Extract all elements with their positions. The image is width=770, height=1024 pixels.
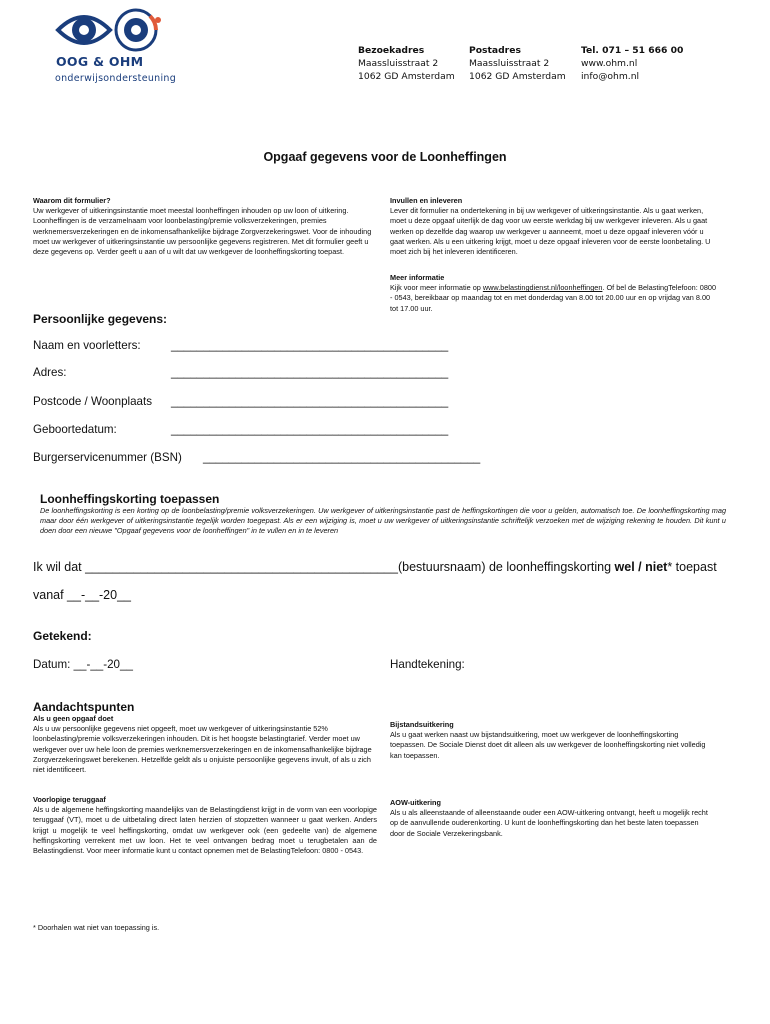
aandacht-no-opgaaf-text: Als u uw persoonlijke gegevens niet opgeeft, moet uw werkgever of uitkeringsinstantie 52% loonbelasting/premie volksverzekeringen inhouden. Dit is het hoogste belastingtarief. Verder moet uw werkgever over uw hele loon de premies werknemersverzekeringen en de inkomensafhankelijke bijdrage Zorgverzekeringswet berekenen. Hetzelfde geldt als u onjuiste persoonlijke gegevens invult, of als u zich niet identificeert. (33, 724, 372, 775)
intro-more-info (390, 273, 718, 314)
aandacht-bijstand-text: Als u gaat werken naast uw bijstandsuitkering, moet uw werkgever de loonheffingskorting toepassen. De Sociale Dienst doet dit alleen als uw werkgever de loonheffingskorting niet volledig kan toepassen. (390, 730, 706, 760)
field-postcode-line[interactable]: ___________________________________________ (171, 395, 449, 408)
aandacht-no-opgaaf (33, 714, 377, 775)
sign-date[interactable]: Datum: __-__-20__ (33, 658, 133, 671)
header-post-title: Postadres (469, 45, 521, 56)
field-name[interactable] (33, 339, 473, 355)
field-birthdate-line[interactable]: ___________________________________________ (171, 423, 449, 436)
intro-more-text-1: Kijk voor meer informatie op (390, 283, 483, 293)
korting-heading: Loonheffingskorting toepassen (40, 492, 220, 506)
wel-niet-choice[interactable]: wel / niet (614, 560, 668, 574)
intro-why-text: Uw werkgever of uitkeringsinstantie moet meestal loonheffingen inhouden op uw loon of uitkering. Loonheffingen is de verzamelnaam voor loonbelasting/premie volksverzekeringen, premies werknemersverzekeringen en de inkomensafhankelijke bijdrage Zorgverzekeringswet. Voor de inhouding moet uw werkgever of uitkeringsinstantie uw persoonlijke gegevens registreren. Met dit formulier geeft u deze gegevens op. Verder geeft u aan of u wilt dat uw werkgever de loonheffingskorting toepast. (33, 206, 372, 257)
logo (54, 6, 184, 84)
signature-field[interactable]: Handtekening: (390, 658, 465, 671)
korting-start-date[interactable]: vanaf __-__-20__ (33, 588, 131, 602)
aandacht-vt-heading: Voorlopige teruggaaf (33, 795, 106, 804)
header-visit-line1: Maassluisstraat 2 (358, 58, 439, 69)
korting-prefix: Ik wil dat (33, 560, 86, 574)
field-bsn-line[interactable]: ___________________________________________ (203, 451, 481, 464)
field-address-line[interactable]: ___________________________________________ (171, 366, 449, 379)
header-website: www.ohm.nl (581, 58, 638, 69)
field-postcode-label: Postcode / Woonplaats (33, 395, 153, 408)
intro-submit-text: Lever dit formulier na ondertekening in bij uw werkgever of uitkeringsinstantie. Als u gaat werken, moet u deze opgaaf uiterlijk de dag voor uw eerste werkdag bij uw werkgever inleveren. Als u gaat werken op dezelfde dag waarop uw werkgever u aanneemt, moet u deze opgaaf inleveren vóór u gaat werken. Als u een uitkering krijgt, moet u deze opgaaf inleveren voor de eerste loonbetaling. U moet zich bij het inleveren identificeren. (390, 206, 711, 257)
employer-name-line[interactable]: _____________________________________________ (85, 560, 398, 574)
aandacht-vt-text: Als u de algemene heffingskorting maandelijks van de Belastingdienst krijgt in de vorm van een voorlopige teruggaaf (VT), moet u de uitbetaling direct laten herzien of stopzetten wanneer u gaat werken. Anders krijgt u mogelijk te veel heffingskorting, omdat uw werkgever ook (een gedeelte van) de algemene heffingskorting verrekent met uw loon. Het te veel ontvangen bedrag moet u terugbetalen aan de Belastingdienst. Voor meer informatie kunt u contact opnemen met de BelastingTelefoon: 0800 - 0543. (33, 805, 377, 856)
field-postcode-city[interactable] (33, 395, 473, 411)
aandacht-voorlopige-teruggaaf (33, 795, 377, 856)
korting-choice-line (33, 560, 717, 574)
field-name-label: Naam en voorletters: (33, 339, 141, 352)
aandacht-bijstand-heading: Bijstandsuitkering (390, 720, 454, 729)
belastingdienst-link[interactable]: www.belastingdienst.nl/loonheffingen (482, 283, 603, 293)
header-post-line1: Maassluisstraat 2 (469, 58, 550, 69)
aandacht-heading: Aandachtspunten (33, 700, 135, 714)
field-bsn[interactable] (33, 451, 481, 467)
signed-heading: Getekend: (33, 629, 92, 643)
header-phone: Tel. 071 – 51 666 00 (581, 45, 684, 56)
field-address[interactable] (33, 366, 473, 382)
intro-more-text-2: . Of bel de BelastingTelefoon: 0800 - 0543, bereikbaar op maandag tot en met donderdag van 8.00 tot 20.00 uur en op vrijdag van 8.00 tot 17.00 uur. (390, 283, 717, 313)
korting-suffix: * toepast (667, 560, 717, 574)
intro-why (33, 196, 377, 257)
field-birthdate-label: Geboortedatum: (33, 423, 117, 436)
header-post-line2: 1062 GD Amsterdam (469, 71, 566, 82)
footnote: * Doorhalen wat niet van toepassing is. (33, 923, 160, 932)
logo-wordmark: OOG & OHM (56, 54, 144, 69)
korting-mid: (bestuursnaam) de loonheffingskorting (397, 560, 615, 574)
aandacht-aow-text: Als u als alleenstaande of alleenstaande ouder een AOW-uitkering ontvangt, heeft u mogelijk recht op de aanvullende ouderenkorting. U kunt de loonheffingskorting dan het beste laten toepassen door de Sociale Verzekeringsbank. (390, 808, 708, 838)
aandacht-aow-heading: AOW-uitkering (390, 798, 441, 807)
field-name-line[interactable]: ___________________________________________ (171, 339, 449, 352)
header-visit-title: Bezoekadres (358, 45, 425, 56)
intro-submit-heading: Invullen en inleveren (390, 196, 463, 205)
header-visit-address (358, 44, 455, 83)
page-title: Opgaaf gegevens voor de Loonheffingen (263, 150, 507, 164)
header-post-address (469, 44, 566, 83)
field-address-label: Adres: (33, 366, 67, 379)
field-birthdate[interactable] (33, 423, 473, 439)
aandacht-bijstand (390, 720, 710, 761)
intro-submit (390, 196, 718, 257)
intro-why-heading: Waarom dit formulier? (33, 196, 111, 205)
field-bsn-label: Burgerservicenummer (BSN) (33, 451, 182, 464)
logo-eyes-icon (54, 6, 184, 56)
header-visit-line2: 1062 GD Amsterdam (358, 71, 455, 82)
aandacht-no-opgaaf-heading: Als u geen opgaaf doet (33, 714, 114, 723)
header-contact (581, 44, 683, 83)
intro-more-heading: Meer informatie (390, 273, 445, 282)
logo-tagline: onderwijsondersteuning (55, 73, 177, 84)
personal-heading: Persoonlijke gegevens: (33, 312, 168, 326)
korting-text: De loonheffingskorting is een korting op de loonbelasting/premie volksverzekeringen. Uw werkgever of uitkeringsinstantie past de heffingskortingen die voor u gelden, automatisch toe. De loonheffingskorting mag maar door één werkgever of uitkeringsinstantie tegelijk worden toegepast. Als er een wijziging is, moet u uw werkgever of uitkeringsinstantie schriftelijk verzoeken met de wijziging rekening te houden. Dit kunt u doen door een nieuwe "Opgaaf gegevens voor de loonheffingen" in te vullen en in te leveren (40, 506, 726, 536)
header-email: info@ohm.nl (581, 71, 640, 82)
aandacht-aow (390, 798, 710, 839)
